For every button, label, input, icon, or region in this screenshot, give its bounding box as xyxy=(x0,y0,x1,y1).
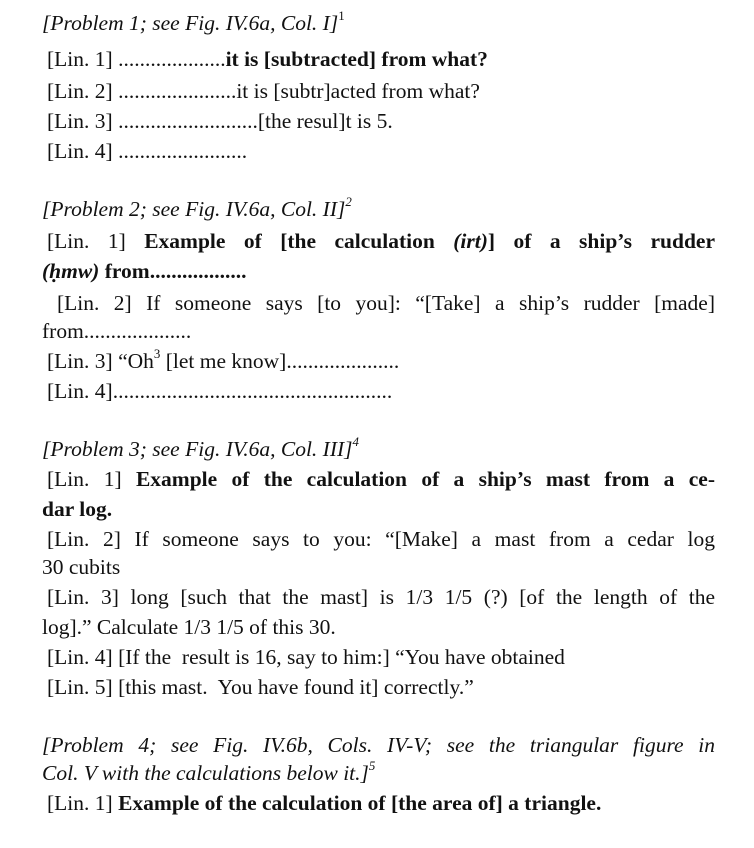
line-text: dar log. xyxy=(42,497,113,521)
problem-2-line-1-cont xyxy=(42,258,246,284)
line-tag: [Lin. 3] xyxy=(47,585,131,609)
footnote-marker: 3 xyxy=(153,346,161,361)
lacuna-dots: ........................ xyxy=(118,139,248,163)
problem-3-heading xyxy=(42,436,359,462)
line-tag: [Lin. 1] xyxy=(47,467,136,491)
problem-2-line-2 xyxy=(57,290,715,316)
line-text: [the resul]t is 5. xyxy=(257,109,393,133)
lacuna-dots: .................... xyxy=(83,319,192,343)
line-text: [this mast. You have found it] correctly.” xyxy=(118,675,474,699)
problem-4-heading-line-2 xyxy=(42,760,375,786)
line-text: [let me know] xyxy=(160,349,287,373)
egyptian-term: (irt) xyxy=(453,229,488,253)
problem-2-heading-text: [Problem 2; see Fig. IV.6a, Col. II] xyxy=(42,197,346,221)
line-text: Example of the calculation of a ship’s mast from a ce- xyxy=(135,467,715,491)
line-text: If someone says [to you]: “[Take] a ship’s rudder [made] xyxy=(146,291,715,315)
problem-2-line-1 xyxy=(47,228,715,254)
line-tag: [Lin. 3] xyxy=(47,349,119,373)
lacuna-dots: .................................................... xyxy=(112,379,393,403)
line-tag: [Lin. 4] xyxy=(47,139,119,163)
line-tag: [Lin. 2] xyxy=(47,79,119,103)
problem-1-line-3 xyxy=(47,108,393,134)
problem-2-line-4 xyxy=(47,378,392,404)
line-tag: [Lin. 3] xyxy=(47,109,119,133)
footnote-marker: 2 xyxy=(345,194,352,209)
problem-4-heading-text: [Problem 4; see Fig. IV.6b, Cols. IV-V; see the triangular figure in xyxy=(42,733,715,757)
line-tag: [Lin. 2] xyxy=(57,291,147,315)
problem-4-line-1 xyxy=(47,790,601,816)
line-text: [If the result is 16, say to him:] “You have obtained xyxy=(118,645,565,669)
line-text: log].” Calculate 1/3 1/5 of this 30. xyxy=(42,615,336,639)
line-text: Example of the calculation of [the area of] a triangle. xyxy=(118,791,602,815)
lacuna-dots: .................... xyxy=(118,47,226,71)
problem-1-heading-text: [Problem 1; see Fig. IV.6a, Col. I] xyxy=(42,11,339,35)
problem-3-line-2-cont xyxy=(42,554,120,580)
line-tag: [Lin. 1] xyxy=(47,229,145,253)
lacuna-dots: ..................... xyxy=(286,349,400,373)
problem-3-line-3-cont xyxy=(42,614,336,640)
lacuna-dots: .......................... xyxy=(118,109,258,133)
line-tag: [Lin. 4] xyxy=(47,379,113,403)
problem-3-line-4 xyxy=(47,644,565,670)
line-tag: [Lin. 1] xyxy=(47,791,119,815)
line-text: “Oh xyxy=(118,349,154,373)
problem-4-heading-line-1 xyxy=(42,732,715,758)
problem-3-line-1-cont xyxy=(42,496,112,522)
problem-4-heading-text: Col. V with the calculations below it.] xyxy=(42,761,369,785)
line-tag: [Lin. 1] xyxy=(47,47,119,71)
line-tag: [Lin. 4] xyxy=(47,645,119,669)
problem-3-line-3 xyxy=(47,584,715,610)
problem-3-heading-text: [Problem 3; see Fig. IV.6a, Col. III] xyxy=(42,437,353,461)
line-text: it is [subtracted] from what? xyxy=(225,47,488,71)
line-tag: [Lin. 5] xyxy=(47,675,119,699)
line-text: If someone says to you: “[Make] a mast from a cedar log xyxy=(134,527,715,551)
problem-1-line-1 xyxy=(47,46,488,72)
footnote-marker: 5 xyxy=(368,758,376,773)
lacuna-dots: .................. xyxy=(149,259,247,283)
line-text: Example of [the calculation xyxy=(144,229,454,253)
line-text: long [such that the mast] is 1/3 1/5 (?) [of the length of the xyxy=(130,585,715,609)
line-text: 30 cubits xyxy=(42,555,121,579)
problem-1-heading xyxy=(42,10,345,36)
egyptian-term: (ḥmw) xyxy=(42,259,100,283)
footnote-marker: 4 xyxy=(352,434,359,449)
problem-1-line-4 xyxy=(47,138,247,164)
line-text: it is [subtr]acted from what? xyxy=(236,79,480,103)
problem-2-line-2-cont xyxy=(42,318,191,344)
problem-2-heading xyxy=(42,196,352,222)
problem-1-line-2 xyxy=(47,78,480,104)
line-text: from xyxy=(99,259,150,283)
problem-3-line-2 xyxy=(47,526,715,552)
problem-3-line-5 xyxy=(47,674,474,700)
line-text: from xyxy=(42,319,84,343)
lacuna-dots: ...................... xyxy=(118,79,237,103)
problem-3-line-1 xyxy=(47,466,715,492)
footnote-marker: 1 xyxy=(338,8,345,23)
line-text: ] of a ship’s rudder xyxy=(487,229,715,253)
line-tag: [Lin. 2] xyxy=(47,527,135,551)
problem-2-line-3 xyxy=(47,348,399,374)
